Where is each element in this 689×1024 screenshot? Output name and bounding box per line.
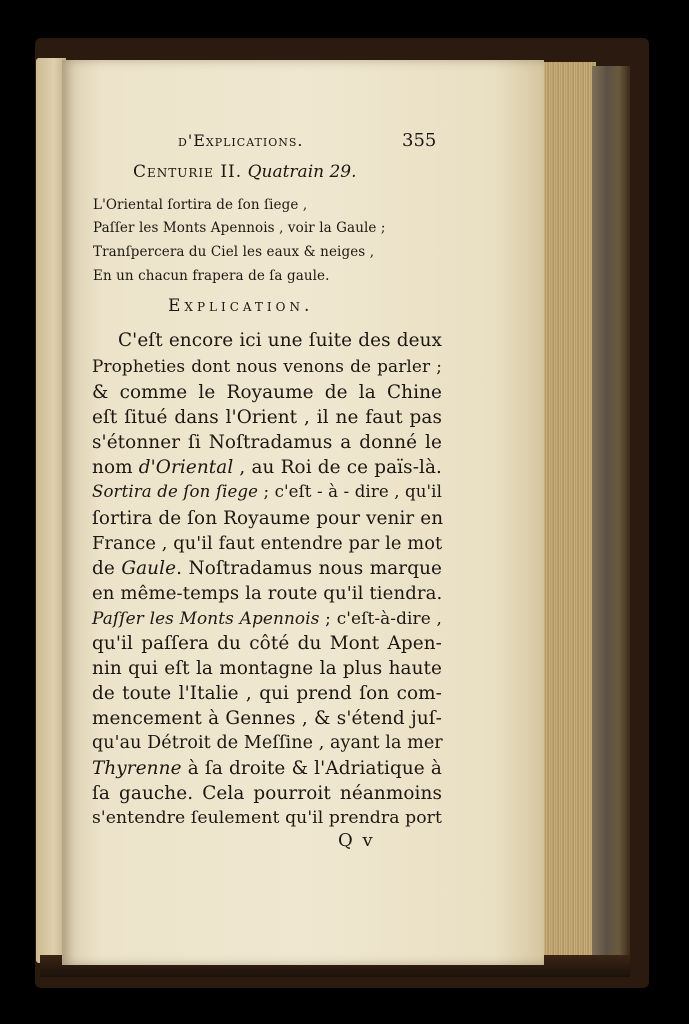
prose-line: qu'il paſſera du côté du Mont Apen- [92,633,442,654]
prose-line: nin qui eſt la montagne la plus haute [92,658,442,679]
prose-line [92,558,442,579]
prose-line: s'entendre ſeulement qu'il prendra port [92,808,442,828]
prose-italic: Sortira de ſon ſiege [92,482,259,501]
prose-line [92,457,442,478]
section-heading [133,162,357,182]
running-head: d'Explications. [178,131,304,150]
prose-line: C'eſt encore ici une ſuite des deux [118,330,442,351]
verse-line: Tranſpercera du Ciel les eaux & neiges , [93,244,375,260]
prose-line [92,758,442,779]
prose-line: France , qu'il faut entendre par le mot [92,533,443,554]
page-number: 355 [402,130,437,151]
prose-line: de toute l'Italie , qui prend ſon com- [92,683,442,704]
prose-segment: . Noſtradamus nous marque [176,558,442,579]
signature-mark: Q v [338,830,375,851]
prose-line [92,482,442,501]
prose-italic: Gaule [121,558,177,579]
prose-line: Propheties dont nous venons de parler ; [92,356,442,376]
prose-segment: , au Roi de ce païs-là. [233,457,442,478]
prose-segment: ; c'eſt-à-dire , [319,608,442,628]
prose-line: s'étonner ſi Noſtradamus a donné le [92,432,442,453]
prose-segment: nom [92,457,139,478]
prose-italic: Paſſer les Monts Apennois [92,608,320,628]
book-cover-edge [592,66,630,971]
centurie-label: Centurie II. [133,162,243,182]
prose-italic: Thyrenne [92,758,182,779]
quatrain-label: Quatrain 29. [247,162,357,182]
prose-line: ſortira de ſon Royaume pour venir en [92,508,444,529]
verse-line: Paſſer les Monts Apennois , voir la Gaule ; [93,220,386,236]
explication-heading: Explication. [168,296,314,316]
verse-line: En un chacun frapera de ſa gaule. [93,268,330,284]
prose-line: en même-temps la route qu'il tiendra. [92,583,443,604]
prose-line: ſa gauche. Cela pourroit néanmoins [92,783,442,804]
prose-italic: d'Oriental [138,457,234,478]
prose-line: eſt ſitué dans l'Orient , il ne faut pas [92,407,442,428]
prose-line: & comme le Royaume de la Chine [92,382,442,403]
prose-line: qu'au Détroit de Meſſine , ayant la mer [92,733,443,753]
prose-segment: ; c'eſt - à - dire , qu'il [258,482,442,501]
verse-line: L'Oriental ſortira de ſon ſiege , [93,197,308,213]
prose-segment: de [92,558,122,579]
prose-line: mencement à Gennes , & s'étend juſ- [92,708,442,729]
prose-line [92,608,442,628]
prose-segment: à ſa droite & l'Adriatique à [181,758,442,779]
page-fore-edge [540,62,596,970]
